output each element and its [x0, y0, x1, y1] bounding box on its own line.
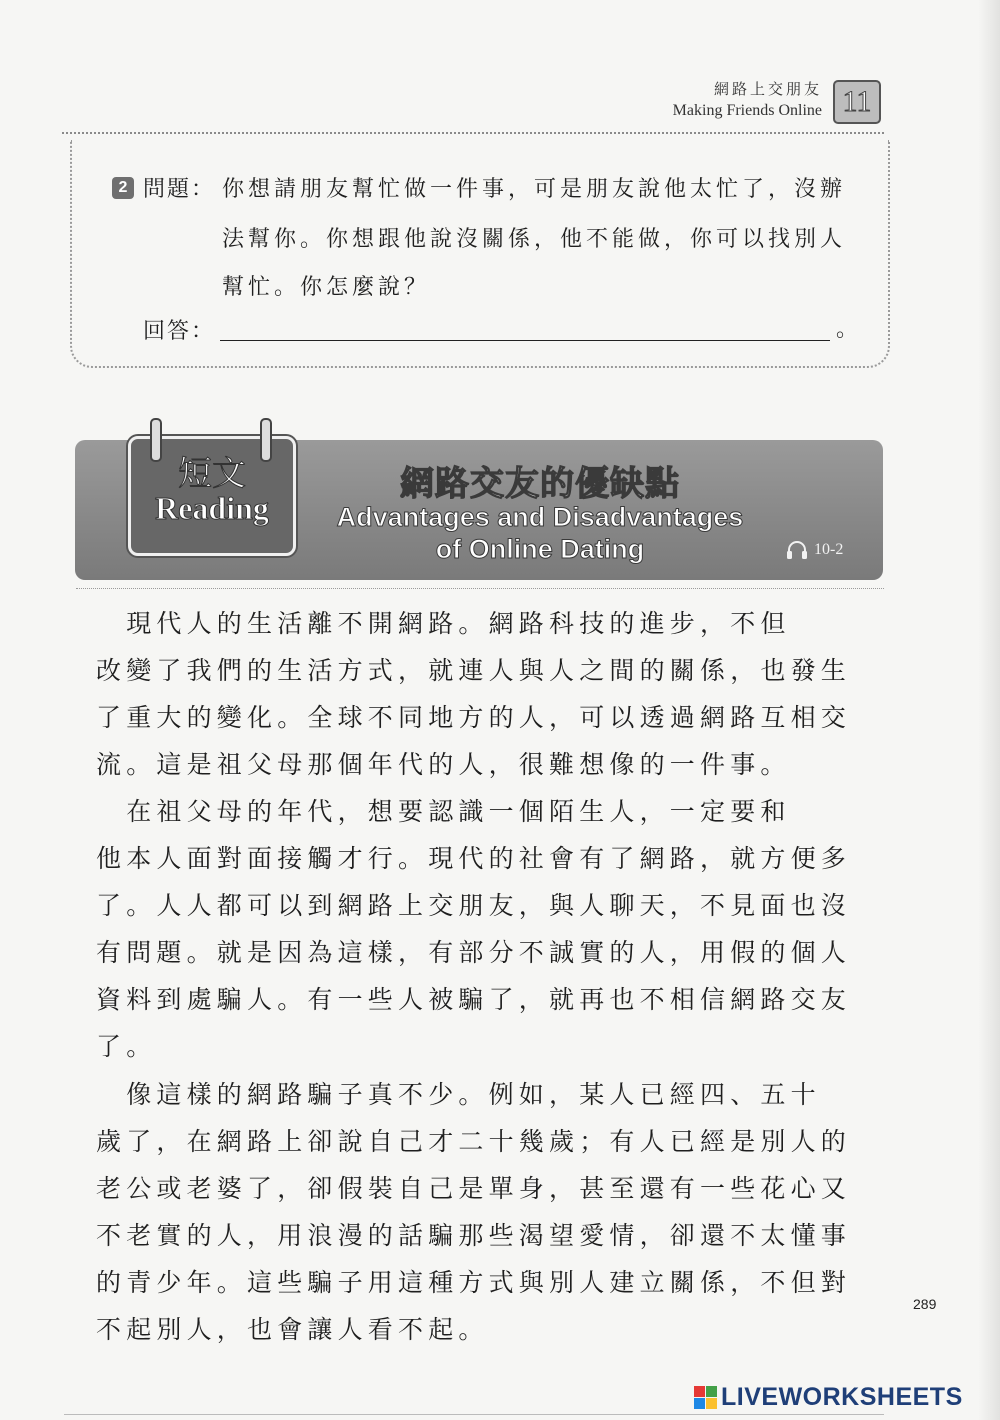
- reading-line: 流。這是祖父母那個年代的人，很難想像的一件事。: [96, 750, 791, 779]
- chapter-title-en: Making Friends Online: [672, 102, 822, 119]
- reading-line: 不老實的人，用浪漫的話騙那些渴望愛情，卻還不太懂事: [96, 1221, 852, 1250]
- answer-end-mark: 。: [836, 317, 859, 342]
- reading-title-en: of Online Dating: [435, 534, 645, 564]
- section-divider: [76, 588, 884, 589]
- headphones-icon: [786, 540, 808, 560]
- reading-line: 了。人人都可以到網路上交朋友，與人聊天，不見面也沒: [96, 891, 852, 920]
- bottom-divider: [64, 1414, 884, 1415]
- liveworksheets-text: LIVEWORKSHEETS: [721, 1383, 963, 1411]
- liveworksheets-watermark[interactable]: [694, 1383, 963, 1412]
- reading-tag-en: Reading: [155, 490, 269, 526]
- liveworksheets-logo-icon: [694, 1386, 717, 1409]
- chapter-title-zh: 網路上交朋友: [713, 80, 822, 98]
- question-line: 幫忙。你怎麼說？: [222, 275, 431, 300]
- header-divider: [62, 132, 884, 134]
- reading-line: 的青少年。這些騙子用這種方式與別人建立關係，不但對: [96, 1268, 852, 1297]
- chapter-number-badge: [833, 80, 881, 124]
- reading-line: 現代人的生活離不開網路。網路科技的進步，不但: [96, 609, 791, 638]
- reading-tag-zh: 短文: [178, 454, 246, 494]
- reading-title-zh: 網路交友的優缺點: [400, 464, 680, 504]
- question-number-badge: 2: [112, 177, 134, 199]
- reading-line: 了。: [96, 1032, 157, 1061]
- page-edge-shadow: [978, 0, 1000, 1420]
- reading-line: 在祖父母的年代，想要認識一個陌生人，一定要和: [96, 797, 791, 826]
- reading-line: 改變了我們的生活方式，就連人與人之間的關係，也發生: [96, 656, 852, 685]
- reading-line: 老公或老婆了，卻假裝自己是單身，甚至還有一些花心又: [96, 1174, 852, 1203]
- answer-blank[interactable]: [220, 340, 830, 341]
- audio-track-number: 10-2: [814, 541, 844, 558]
- reading-line: 有問題。就是因為這樣，有部分不誠實的人，用假的個人: [96, 938, 852, 967]
- answer-label: 回答：: [143, 319, 216, 344]
- reading-line: 資料到處騙人。有一些人被騙了，就再也不相信網路交友: [96, 985, 852, 1014]
- question-line: 你想請朋友幫忙做一件事，可是朋友說他太忙了，沒辦: [222, 177, 847, 202]
- reading-line: 歲了，在網路上卻說自己才二十幾歲；有人已經是別人的: [96, 1127, 852, 1156]
- reading-line: 不起別人，也會讓人看不起。: [96, 1315, 489, 1344]
- question-line: 法幫你。你想跟他說沒關係，他不能做，你可以找別人: [222, 227, 847, 252]
- audio-track[interactable]: [786, 540, 843, 560]
- reading-line: 他本人面對面接觸才行。現代的社會有了網路，就方便多: [96, 844, 852, 873]
- reading-line: 了重大的變化。全球不同地方的人，可以透過網路互相交: [96, 703, 852, 732]
- reading-title-en: Advantages and Disadvantages: [336, 502, 744, 532]
- question-label: 問題：: [143, 177, 216, 202]
- chapter-number: 11: [842, 85, 872, 118]
- page-number: 289: [913, 1296, 937, 1312]
- reading-line: 像這樣的網路騙子真不少。例如，某人已經四、五十: [96, 1080, 821, 1109]
